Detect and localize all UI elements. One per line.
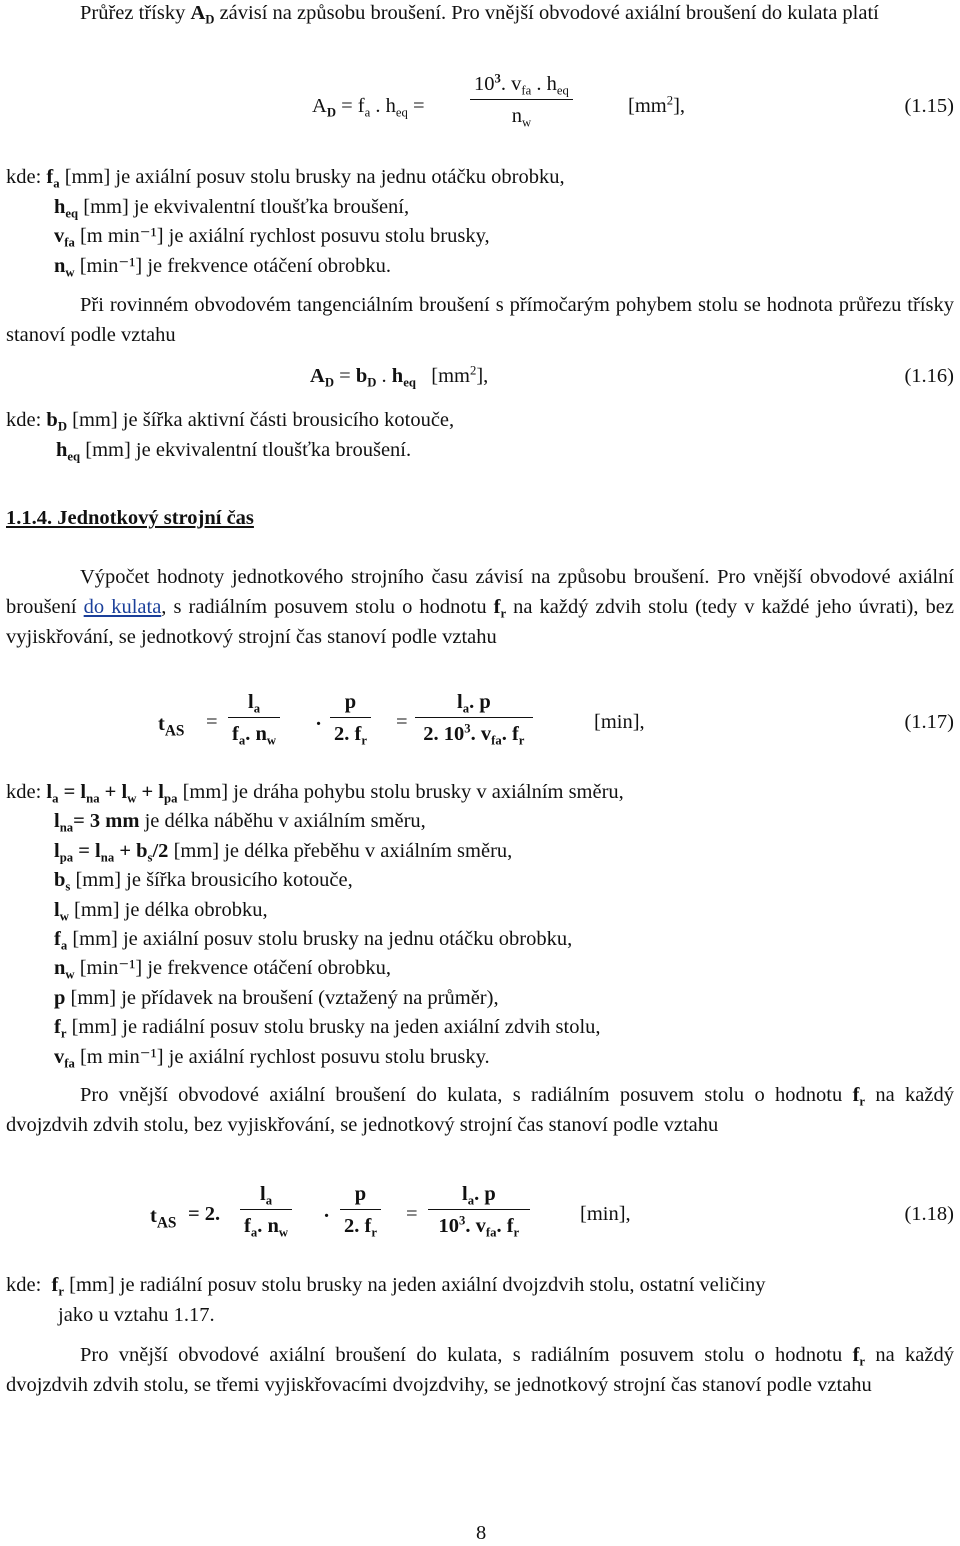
list-item: $f_a$ [mm] je axiální posuv stolu brusky na jednu otáčku obrobku,: [54, 928, 573, 953]
list-item: $l_{na}= 3$ mm je délka náběhu v axiálním směru,: [54, 810, 426, 835]
list-item: jako u vztahu 1.17.: [58, 1304, 215, 1326]
machine-time-paragraph: Výpočet hodnoty jednotkového strojního času závisí na způsobu broušení. Pro vnější obvodové axiální broušení do kulata, s radiálním posuvem stolu o hodnotu $f_r$ na každý zdvih stolu (tedy v každé jeho úvrati), bez vyjiskřování, se jednotkový strojní čas stanoví podle vztahu: [6, 566, 954, 648]
spark-out-paragraph: Pro vnější obvodové axiální broušení do kulata, s radiálním posuvem stolu o hodnotu $f_r$ na každý dvojzdvih zdvih stolu, se třemi vyjiskřovacími dvojzdvihy, se jednotkový strojní čas stanoví podle vztahu: [6, 1344, 955, 1396]
symbol-list-1-17: [6, 778, 624, 1072]
page-number: 8: [476, 1522, 487, 1544]
list-item: $f_r$ [mm] je radiální posuv stolu brusky na jeden axiální zdvih stolu,: [54, 1016, 601, 1041]
list-item: p [mm] je přídavek na broušení (vztažený na průměr),: [54, 986, 499, 1009]
list-item: kde: $f_a$ [mm] je axiální posuv stolu brusky na jednu otáčku obrobku,: [6, 166, 565, 191]
planar-grinding-paragraph: Při rovinném obvodovém tangenciálním broušení s přímočarým pohybem stolu se hodnota průřezu třísky stanoví podle vztahu: [6, 294, 954, 346]
list-item: $b_s$ [mm] je šířka brousicího kotouče,: [54, 869, 353, 894]
list-item: $n_w$ [min⁻¹] je frekvence otáčení obrobku,: [54, 957, 391, 982]
list-item: kde: $b_D$ [mm] je šířka aktivní části brousicího kotouče,: [6, 409, 455, 434]
list-item: kde: $l_a = l_{na} + l_w + l_{pa}$ [mm] je dráha pohybu stolu brusky v axiálním směru,: [6, 781, 624, 806]
symbol-list-1-18: [6, 1270, 765, 1330]
list-item: $h_{eq}$ [mm] je ekvivalentní tloušťka broušení,: [54, 195, 410, 220]
list-item: $v_{fa}$ [m min⁻¹] je axiální rychlost posuvu stolu brusky.: [54, 1045, 490, 1071]
symbol-list-1-15: [6, 163, 565, 281]
double-stroke-paragraph: Pro vnější obvodové axiální broušení do kulata, s radiálním posuvem stolu o hodnotu $f_r$ na každý dvojzdvih zdvih stolu, bez vyjiskřování, se jednotkový strojní čas stanoví podle vztahu: [6, 1084, 955, 1136]
link-do-kulata[interactable]: do kulata: [83, 596, 162, 618]
intro-paragraph: Průřez třísky $A_D$ závisí na způsobu broušení. Pro vnější obvodové axiální broušení do kulata platí: [80, 2, 879, 27]
list-item: $l_{pa} = l_{na} + b_s/2$ [mm] je délka přeběhu v axiálním směru,: [54, 839, 513, 865]
equation-number: (1.18): [904, 1203, 954, 1225]
equation-number: (1.17): [904, 711, 954, 733]
list-item: $v_{fa}$ [m min⁻¹] je axiální rychlost posuvu stolu brusky,: [54, 225, 490, 250]
section-heading: 1.1.4. Jednotkový strojní čas: [6, 507, 254, 529]
list-item: $n_w$ [min⁻¹] je frekvence otáčení obrobku.: [54, 254, 391, 279]
equation-number: (1.16): [904, 365, 954, 387]
list-item: $h_{eq}$ [mm] je ekvivalentní tloušťka broušení.: [56, 439, 412, 464]
list-item: kde: $f_r$ [mm] je radiální posuv stolu brusky na jeden axiální dvojzdvih stolu, ostatní veličiny: [6, 1274, 766, 1299]
equation-number: (1.15): [904, 95, 954, 117]
symbol-list-1-16: [6, 405, 454, 465]
list-item: $l_w$ [mm] je délka obrobku,: [54, 898, 268, 924]
